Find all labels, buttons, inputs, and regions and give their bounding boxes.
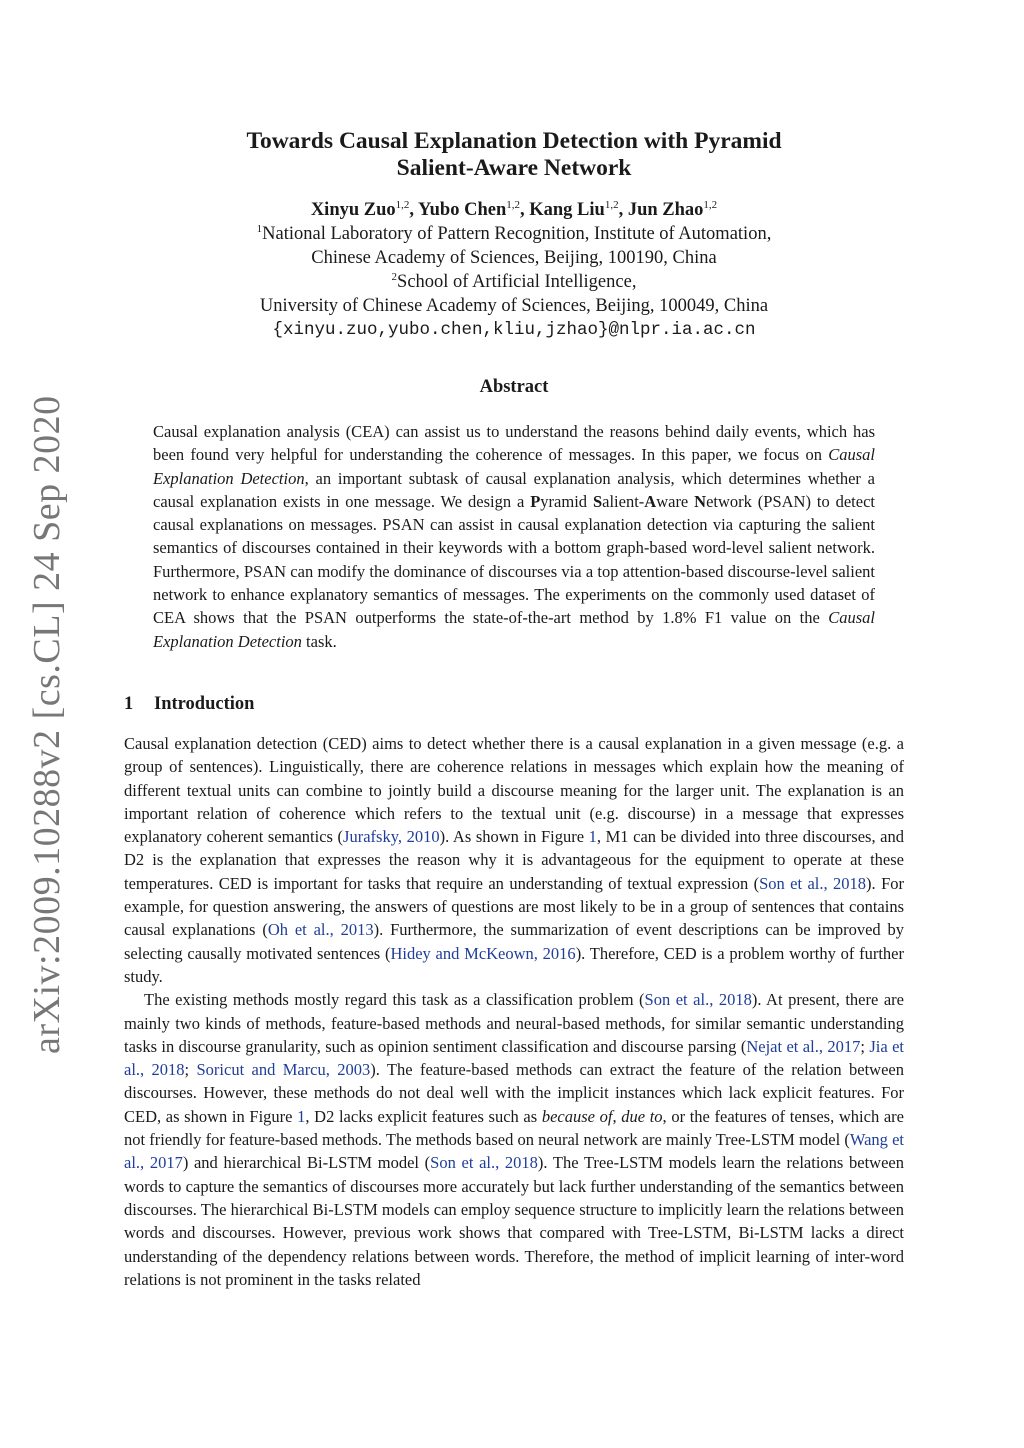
- author: Kang Liu$^{1,2}$,: [529, 199, 628, 220]
- arxiv-identifier: arXiv:2009.10288v2 [cs.CL] 24 Sep 2020: [26, 395, 68, 1054]
- citation-link[interactable]: Jia et al., 2018: [124, 1036, 905, 1080]
- figure-ref-link[interactable]: 1: [297, 1106, 306, 1126]
- affiliation-line: Chinese Academy of Sciences, Beijing, 100190, China: [311, 248, 717, 268]
- affiliation-line: University of Chinese Academy of Sciences, Beijing, 100049, China: [259, 296, 769, 316]
- citation-link[interactable]: Hidey and McKeown, 2016: [390, 943, 576, 963]
- author: Jun Zhao$^{1,2}$: [627, 199, 718, 220]
- abstract-heading: Abstract: [479, 377, 549, 397]
- author: Xinyu Zuo$^{1,2}$,: [310, 199, 418, 220]
- citation-link[interactable]: Son et al., 2018: [759, 873, 867, 893]
- citation-link[interactable]: Jurafsky, 2010: [343, 827, 440, 847]
- affiliations: [124, 222, 904, 342]
- citation-link[interactable]: Nejat et al., 2017: [746, 1036, 861, 1056]
- citation-link[interactable]: Son et al., 2018: [644, 990, 752, 1010]
- paper-title: [124, 128, 904, 182]
- citation-link[interactable]: Soricut and Marcu, 2003: [196, 1060, 371, 1080]
- author: Yubo Chen$^{1,2}$,: [417, 199, 530, 220]
- author-emails: {xinyu.zuo,yubo.chen,kliu,jzhao}@nlpr.ia.ac.cn: [272, 320, 756, 340]
- citation-link[interactable]: Oh et al., 2013: [267, 920, 374, 940]
- paragraph: Causal explanation detection (CED) aims to detect whether there is a causal explanation in a given message (e.g. a group of sentences). Linguistically, there are coherence relations in messages which explain how the meaning of different textual units can combine to jointly build a discourse meaning for the larger unit. The explanation is an important relation of coherence which refers to the textual unit (e.g. discourse) in a message that expresses explanatory coherent semantics (Jurafsky, 2010). As shown in Figure 1, M1 can be divided into three discourses, and D2 is the explanation that expresses the reason why it is advantageous for the equipment to operate at these temperatures. CED is important for tasks that require an understanding of textual expression (Son et al., 2018). For example, for question answering, the answers of questions are most likely to be in a group of sentences that contains causal explanations (Oh et al., 2013). Furthermore, the summarization of event descriptions can be improved by selecting causally motivated sentences (Hidey and McKeown, 2016). Therefore, CED is a problem worthy of further study.: [124, 734, 905, 986]
- affiliation-line: $^2$School of Artificial Intelligence,: [391, 271, 637, 292]
- abstract-body: Causal explanation analysis (CEA) can assist us to understand the reasons behind daily events, which has been found very helpful for understanding the coherence of messages. In this paper, we focus on Causal Explanation Detection, an important subtask of causal explanation analysis, which determines whether a causal explanation exists in one message. We design a Pyramid Salient-Aware Network (PSAN) to detect causal explanations on messages. PSAN can assist in causal explanation detection via capturing the salient semantics of discourses contained in their keywords with a bottom graph-based word-level salient network. Furthermore, PSAN can modify the dominance of discourses via a top attention-based discourse-level salient network to enhance explanatory semantics of messages. The experiments on the commonly used dataset of CEA shows that the PSAN outperforms the state-of-the-art method by 1.8% F1 value on the Causal Explanation Detection task.: [153, 422, 876, 651]
- figure-ref-link[interactable]: 1: [588, 827, 597, 847]
- affiliation-line: $^1$National Laboratory of Pattern Recognition, Institute of Automation,: [256, 223, 772, 244]
- section-heading-introduction: 1 Introduction: [124, 694, 255, 714]
- paragraph: The existing methods mostly regard this task as a classification problem (Son et al., 2018). At present, there are mainly two kinds of methods, feature-based methods and neural-based methods, for similar semantic understanding tasks in discourse granularity, such as opinion sentiment classification and discourse parsing (Nejat et al., 2017; Jia et al., 2018; Soricut and Marcu, 2003). The feature-based methods can extract the feature of the relation between discourses. However, these methods do not deal well with the implicit instances which lack explicit features. For CED, as shown in Figure 1, D2 lacks explicit features such as because of, due to, or the features of tenses, which are not friendly for feature-based methods. The methods based on neural network are mainly Tree-LSTM model (Wang et al., 2017) and hierarchical Bi-LSTM model (Son et al., 2018). The Tree-LSTM models learn the relations between words to capture the semantics of discourses more accurately but lack further understanding of the semantics between discourses. The hierarchical Bi-LSTM models can employ sequence structure to implicitly learn the relations between words and discourses. However, previous work shows that compared with Tree-LSTM, Bi-LSTM lacks a direct understanding of the dependency relations between words. Therefore, the method of implicit learning of inter-word relations is not prominent in the tasks related: [124, 990, 905, 1289]
- title-line-2: Salient-Aware Network: [396, 155, 632, 181]
- introduction-body: [124, 732, 904, 1291]
- citation-link[interactable]: Son et al., 2018: [430, 1153, 538, 1173]
- citation-link[interactable]: Wang et al., 2017: [124, 1130, 904, 1173]
- author-list: [124, 198, 904, 222]
- title-line-1: Towards Causal Explanation Detection with Pyramid: [246, 128, 782, 154]
